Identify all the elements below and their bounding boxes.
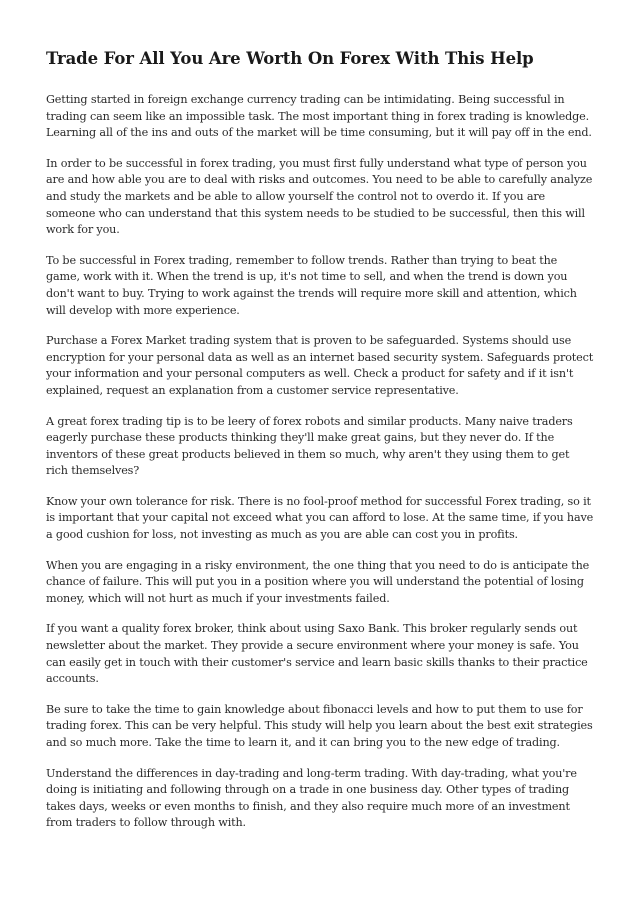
paragraph-day-trading: Understand the differences in day-trading and long-term trading. With day-trading, what you're doing is initiating and following through on a trade in one business day. Other types of trading takes days, weeks or even months to finish, and they also require much more of an investment from traders to follow through with. — [46, 766, 577, 830]
paragraph-follow-trends: To be successful in Forex trading, remember to follow trends. Rather than trying to beat the game, work with it. When the trend is up, it's not time to sell, and when the trend is down you don't want to buy. Trying to work against the trends will require more skill and attention, which will develop with more experience. — [46, 253, 577, 317]
paragraph-fibonacci-levels: Be sure to take the time to gain knowledge about fibonacci levels and how to put them to use for trading forex. This can be very helpful. This study will help you learn about the best exit strategies and so much more. Take the time to learn it, and it can bring you to the new edge of trading. — [46, 702, 593, 749]
document-title: Trade For All You Are Worth On Forex With This Help — [46, 49, 534, 68]
paragraph-getting-started: Getting started in foreign exchange currency trading can be intimidating. Being successful in trading can seem like an impossible task. The most important thing in forex trading is knowledge. Learning all of the ins and outs of the market will be time consuming, but it will pay off in the end. — [46, 93, 592, 140]
paragraph-forex-broker: If you want a quality forex broker, think about using Saxo Bank. This broker regularly sends out newsletter about the market. They provide a secure environment where your money is safe. You can easily get in touch with their customer's service and learn basic skills thanks to their practice accounts. — [46, 622, 588, 686]
paragraph-know-yourself: In order to be successful in forex trading, you must first fully understand what type of person you are and how able you are to deal with risks and outcomes. You need to be able to carefully analyze and study the markets and be able to allow yourself the control not to overdo it. If you are someone who can understand that this system needs to be studied to be successful, then this will work for you. — [46, 156, 593, 237]
paragraph-anticipate-failure: When you are engaging in a risky environment, the one thing that you need to do is anticipate the chance of failure. This will put you in a position where you will understand the potential of losing money, which will not hurt as much if your investments failed. — [46, 558, 590, 605]
paragraph-forex-robots: A great forex trading tip is to be leery of forex robots and similar products. Many naive traders eagerly purchase these products thinking they'll make great gains, but they never do. If the inventors of these great products believed in them so much, why aren't they using them to get rich themselves? — [46, 414, 573, 478]
paragraph-safeguarded-system: Purchase a Forex Market trading system that is proven to be safeguarded. Systems should use encryption for your personal data as well as an internet based security system. Safeguards protect your information and your personal computers as well. Check a product for safety and if it isn't explained, request an explanation from a customer service representative. — [46, 334, 594, 397]
document-page — [46, 48, 594, 846]
paragraph-risk-tolerance: Know your own tolerance for risk. There is no fool-proof method for successful Forex trading, so it is important that your capital not exceed what you can afford to lose. At the same time, if you have a good cushion for loss, not investing as much as you are able can cost you in profits. — [46, 494, 594, 542]
